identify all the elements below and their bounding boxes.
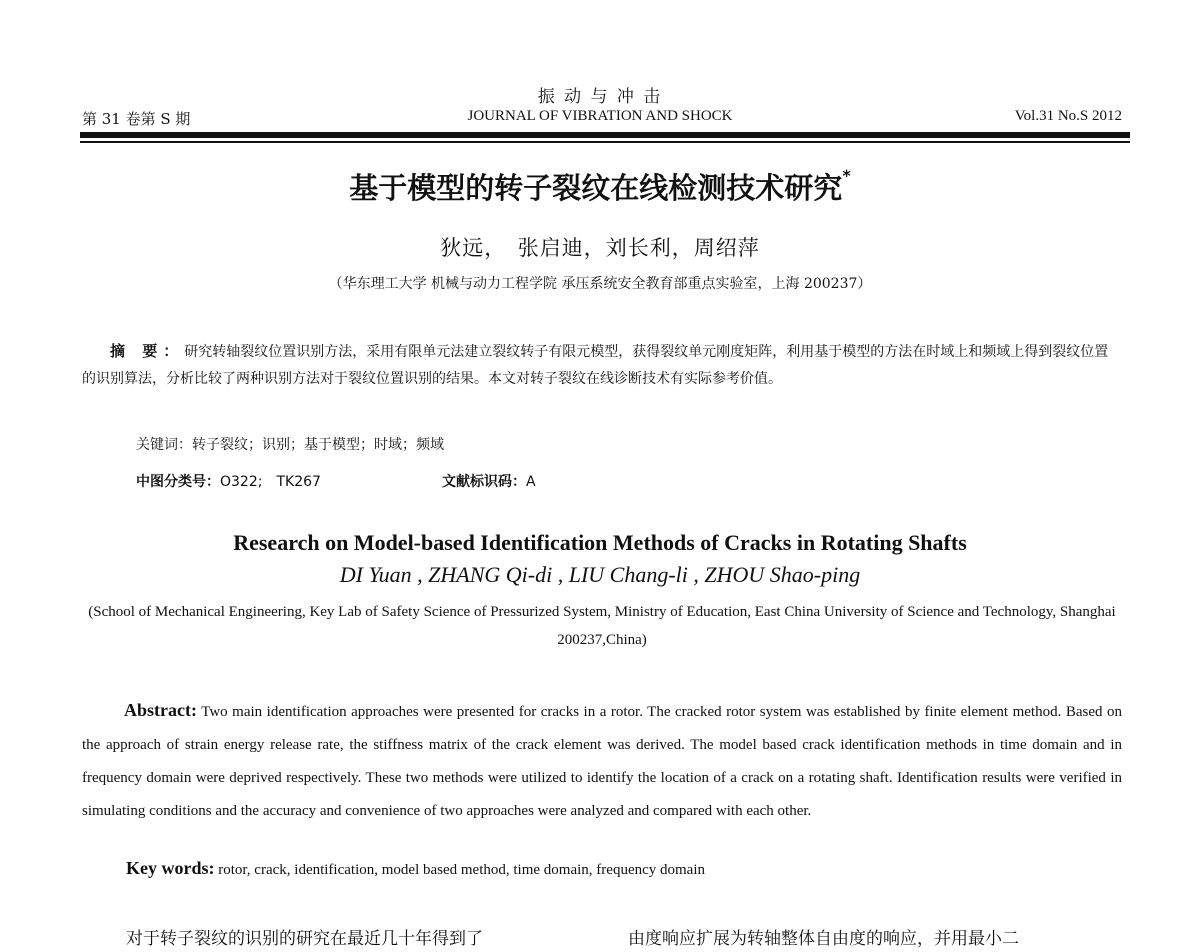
header-rule-thick [80, 132, 1130, 138]
body-text-left-column: 对于转子裂纹的识别的研究在最近几十年得到了 [126, 929, 483, 949]
authors-cn: 狄远， 张启迪，刘长利，周绍萍 [440, 236, 760, 260]
title-footnote-mark: * [842, 166, 851, 186]
abstract-en [82, 694, 1122, 828]
keywords-en-text: rotor, crack, identification, model based method, time domain, frequency domain [218, 862, 705, 878]
journal-title-en: JOURNAL OF VIBRATION AND SHOCK [467, 108, 733, 124]
volume-issue-en: Vol.31 No.S 2012 [1014, 108, 1122, 124]
keywords-en-label: Key words: [126, 858, 215, 878]
classification-value: O322; TK267 [220, 474, 321, 490]
classification-label: 中图分类号： [136, 474, 220, 490]
journal-title-cn: 振 动 与 冲 击 [537, 87, 663, 107]
affiliation-cn: （华东理工大学 机械与动力工程学院 承压系统安全教育部重点实验室，上海 200237） [328, 276, 872, 292]
paper-title-cn-text: 基于模型的转子裂纹在线检测技术研究 [349, 171, 843, 205]
abstract-cn [82, 338, 1122, 393]
document-code-value: A [526, 474, 536, 490]
header-rule-thin [80, 141, 1130, 143]
keywords-en [126, 858, 705, 879]
paper-title-cn [0, 166, 1200, 207]
abstract-en-text: Two main identification approaches were presented for cracks in a rotor. The cracked rotor system was established by finite element method. Based on the approach of strain energy release rate, the stiffness matrix of the crack element was derived. The model based crack identification methods in time domain and in frequency domain were deprived respectively. These two methods were utilized to identify the location of a crack on a rotating shaft. Identification results were verified in simulating conditions and the accuracy and convenience of two approaches were analyzed and compared with each other. [82, 704, 1122, 819]
keywords-cn: 关键词：转子裂纹；识别；基于模型；时域；频域 [136, 437, 444, 453]
body-text-right-column: 由度响应扩展为转轴整体自由度的响应，并用最小二 [628, 929, 1019, 949]
authors-en: DI Yuan , ZHANG Qi-di , LIU Chang-li , ZHOU Shao-ping [339, 562, 861, 587]
abstract-cn-label: 摘 要： [110, 342, 185, 360]
volume-issue-cn: 第 31 卷第 S 期 [82, 110, 191, 128]
document-code [442, 471, 536, 491]
abstract-en-label: Abstract: [124, 700, 197, 720]
affiliation-en: (School of Mechanical Engineering, Key Lab of Safety Science of Pressurized System, Ministry of Education, East China University of Science and Technology, Shanghai 200237,China) [88, 604, 1116, 648]
paper-title-en: Research on Model-based Identification Methods of Cracks in Rotating Shafts [233, 530, 967, 555]
abstract-cn-text: 研究转轴裂纹位置识别方法，采用有限单元法建立裂纹转子有限元模型，获得裂纹单元刚度矩阵，利用基于模型的方法在时域上和频域上得到裂纹位置的识别算法，分析比较了两种识别方法对于裂纹位置识别的结果。本文对转子裂纹在线诊断技术有实际参考价值。 [82, 344, 1109, 387]
classification-line [136, 471, 536, 491]
document-code-label: 文献标识码： [442, 474, 526, 490]
